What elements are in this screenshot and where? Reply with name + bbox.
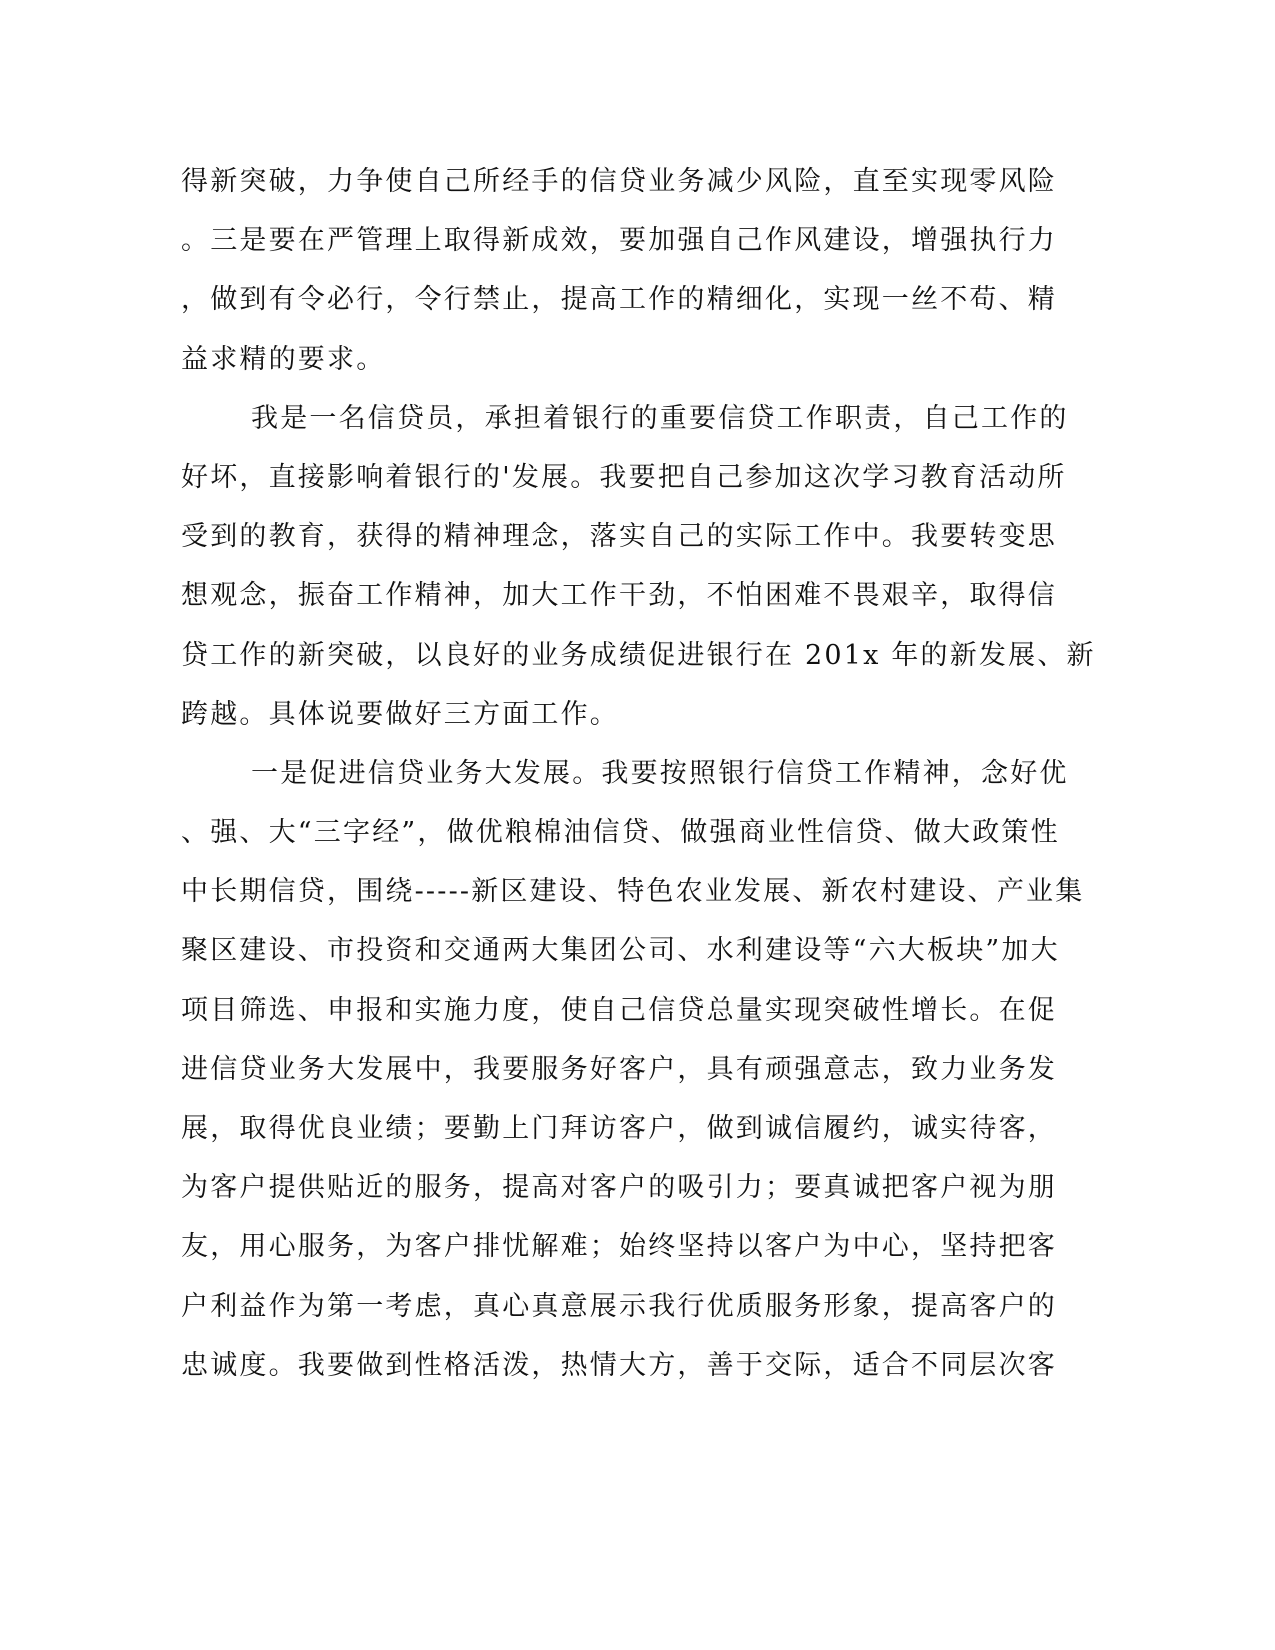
text-line: ，做到有令必行，令行禁止，提高工作的精细化，实现一丝不苟、精 [181,284,1057,316]
text-line: 得新突破，力争使自己所经手的信贷业务减少风险，直至实现零风险 [181,166,1057,197]
text-line: 受到的教育，获得的精神理念，落实自己的实际工作中。我要转变思 [181,521,1057,553]
text-line: 益求精的要求。 [181,343,386,375]
text-line: 为客户提供贴近的服务，提高对客户的吸引力；要真诚把客户视为朋 [181,1172,1057,1204]
paragraph-3 [181,752,1085,1403]
text-line: 忠诚度。我要做到性格活泼，热情大方，善于交际，适合不同层次客 [181,1349,1057,1381]
text-line: 、强、大“三字经”，做优粮棉油信贷、做强商业性信贷、做大政策性 [181,817,1060,849]
text-line: 中长期信贷，围绕-----新区建设、特色农业发展、新农村建设、产业集 [181,876,1085,908]
text-line: 好坏，直接影响着银行的'发展。我要把自己参加这次学习教育活动所 [181,461,1067,493]
paragraph-2 [181,397,1096,752]
text-line: 一是促进信贷业务大发展。我要按照银行信贷工作精神，念好优 [251,757,1069,789]
text-line: 户利益作为第一考虑，真心真意展示我行优质服务形象，提高客户的 [181,1290,1057,1322]
document-body [181,160,1096,1403]
text-line: 友，用心服务，为客户排忧解难；始终坚持以客户为中心，坚持把客 [181,1231,1057,1263]
text-line: 。三是要在严管理上取得新成效，要加强自己作风建设，增强执行力 [181,225,1057,257]
text-line: 我是一名信贷员，承担着银行的重要信贷工作职责，自己工作的 [251,402,1069,434]
text-line: 展，取得优良业绩；要勤上门拜访客户，做到诚信履约，诚实待客， [181,1113,1057,1144]
text-line: 进信贷业务大发展中，我要服务好客户，具有顽强意志，致力业务发 [181,1053,1057,1085]
text-line: 聚区建设、市投资和交通两大集团公司、水利建设等“六大板块”加大 [181,935,1060,967]
text-line: 想观念，振奋工作精神，加大工作干劲，不怕困难不畏艰辛，取得信 [181,580,1057,612]
text-line: 跨越。具体说要做好三方面工作。 [181,698,619,730]
paragraph-1 [181,160,1057,397]
text-line: 项目筛选、申报和实施力度，使自己信贷总量实现突破性增长。在促 [181,994,1057,1026]
text-line: 贷工作的新突破，以良好的业务成绩促进银行在 201x 年的新发展、新 [181,639,1096,671]
